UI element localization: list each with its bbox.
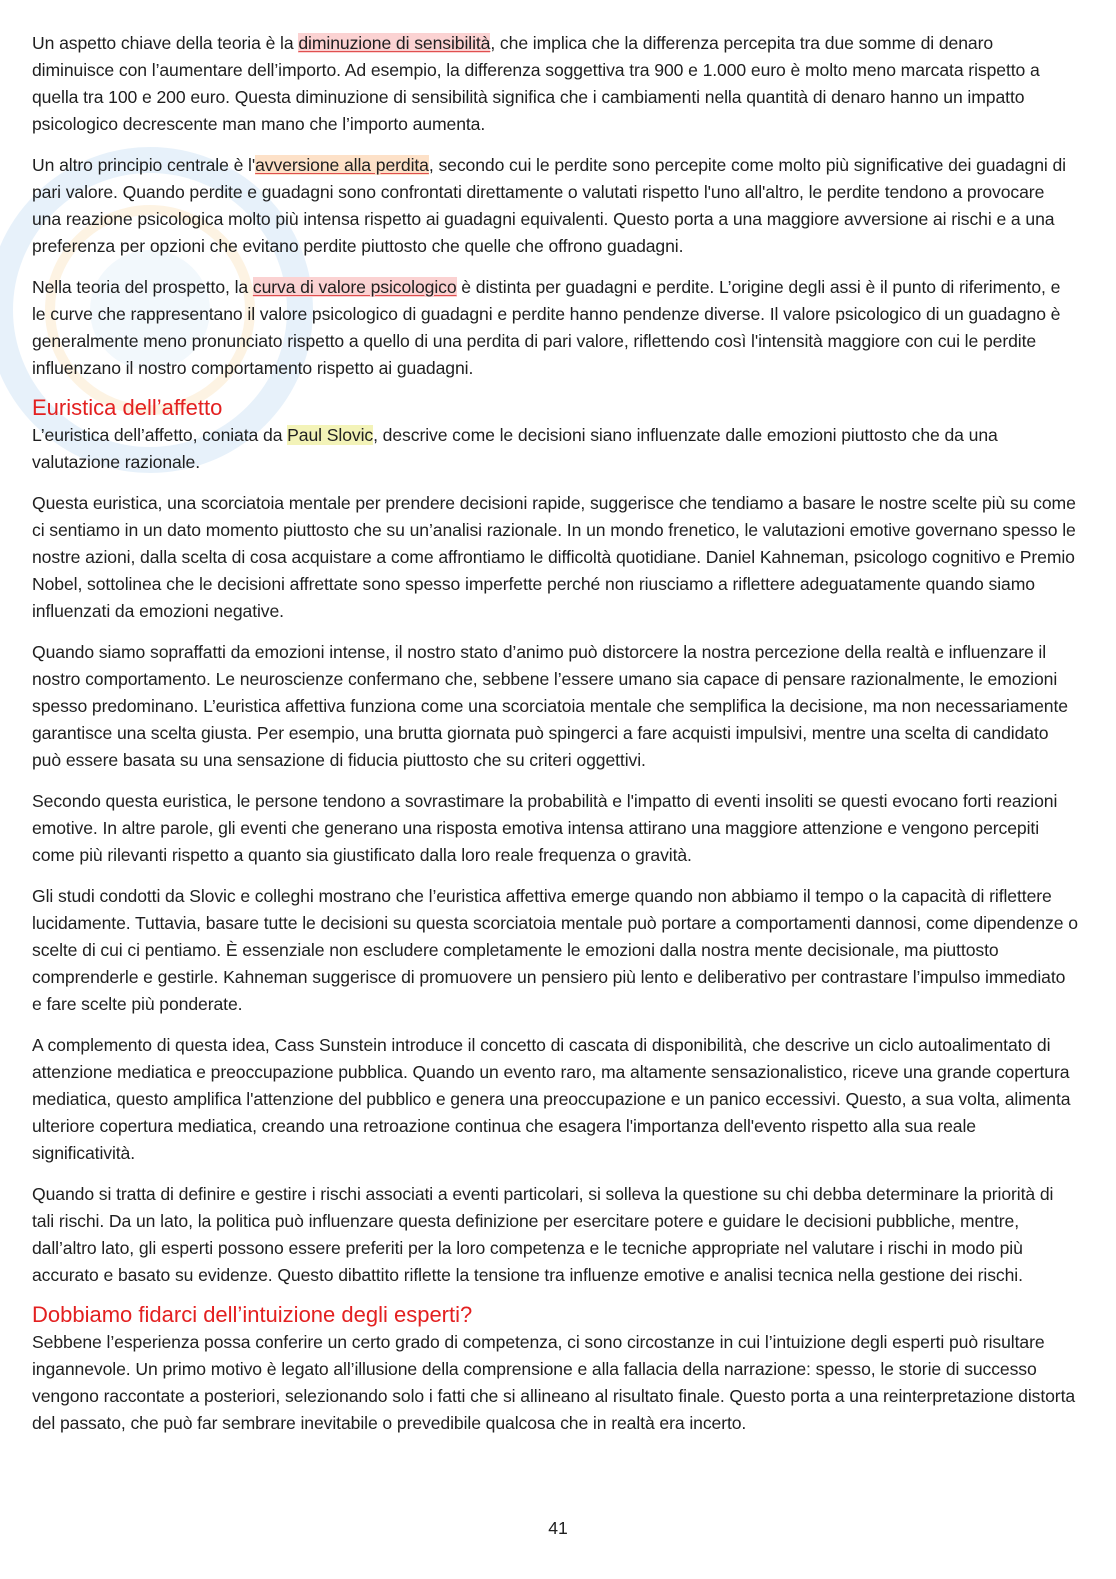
highlight-paul-slovic: Paul Slovic [287,425,374,445]
highlight-diminuzione-sensibilita: diminuzione di sensibilità [298,33,491,53]
paragraph-avversione-perdita: Un altro principio centrale è l'avversione alla perdita, secondo cui le perdite sono percepite come molto più significative dei guadagni di pari valore. Quando perdite e guadagni sono confrontati direttamente o valutati rispetto l'uno all'altro, le perdite tendono a provocare una reazione psicologica molto più intensa rispetto ai guadagni equivalenti. Questo porta a una maggiore avversione ai rischi e a una preferenza per opzioni che evitano perdite piuttosto che quelle che offrono guadagni. [32,155,1066,256]
paragraph-esperienza: Sebbene l’esperienza possa conferire un certo grado di competenza, ci sono circostanze in cui l’intuizione degli esperti può risultare ingannevole. Un primo motivo è legato all’illusione della comprensione e alla fallacia della narrazione: spesso, le storie di successo vengono raccontate a posteriori, selezionando solo i fatti che si allineano al risultato finale. Questo porta a una reinterpretazione distorta del passato, che può far sembrare inevitabile o prevedibile qualcosa che in realtà era incerto. [32,1332,1076,1433]
paragraph-curva-valore: Nella teoria del prospetto, la curva di valore psicologico è distinta per guadagni e perdite. L’origine degli assi è il punto di riferimento, e le curve che rappresentano il valore psicologico di guadagni e perdite hanno pendenze diverse. Il valore psicologico di un guadagno è generalmente meno pronunciato rispetto a quello di una perdita di pari valore, riflettendo così l'intensità maggiore con cui le perdite influenzano il nostro comportamento rispetto ai guadagni. [32,277,1061,378]
paragraph-slovic-intro: L’euristica dell’affetto, coniata da Paul Slovic, descrive come le decisioni siano influenzate dalle emozioni piuttosto che da una valutazione razionale. [32,425,998,472]
paragraph-scorciatoia: Questa euristica, una scorciatoia mentale per prendere decisioni rapide, suggerisce che tendiamo a basare le nostre scelte più su come ci sentiamo in un dato momento piuttosto che su un’analisi razionale. In un mondo frenetico, le valutazioni emotive governano spesso le nostre azioni, dalla scelta di cosa acquistare a come affrontiamo le difficoltà quotidiane. Daniel Kahneman, psicologo cognitivo e Premio Nobel, sottolinea che le decisioni affrettate sono spesso imperfette perché non riusciamo a riflettere adeguatamente quando siamo influenzati da emozioni negative. [32,493,1076,621]
document-page [32,30,1078,1451]
paragraph-studi-slovic: Gli studi condotti da Slovic e colleghi mostrano che l’euristica affettiva emerge quando non abbiamo il tempo o la capacità di riflettere lucidamente. Tuttavia, basare tutte le decisioni su questa scorciatoia mentale può portare a comportamenti dannosi, come dipendenze o scelte di cui ci pentiamo. È essenziale non escludere completamente le emozioni dalla nostra mente decisionale, ma piuttosto comprenderle e gestirle. Kahneman suggerisce di promuovere un pensiero più lento e deliberativo per contrastare l’impulso immediato e fare scelte più ponderate. [32,886,1078,1014]
heading-euristica-affetto: Euristica dell’affetto [32,395,223,420]
paragraph-emozioni-intense: Quando siamo sopraffatti da emozioni intense, il nostro stato d’animo può distorcere la nostra percezione della realtà e influenzare il nostro comportamento. Le neuroscienze confermano che, sebbene l’essere umano sia capace di pensare razionalmente, le emozioni spesso predominano. L’euristica affettiva funziona come una scorciatoia mentale che semplifica la decisione, ma non necessariamente garantisce una scelta giusta. Per esempio, una brutta giornata può spingerci a fare acquisti impulsivi, mentre una scelta di candidato può essere basata su una sensazione di fiducia piuttosto che su criteri oggettivi. [32,642,1068,770]
highlight-curva-valore: curva di valore psicologico [252,277,457,297]
heading-intuizione-esperti: Dobbiamo fidarci dell’intuizione degli esperti? [32,1302,473,1327]
page-number: 41 [548,1518,568,1538]
paragraph-diminuzione-sensibilita: Un aspetto chiave della teoria è la diminuzione di sensibilità, che implica che la differenza percepita tra due somme di denaro diminuisce con l’aumentare dell’importo. Ad esempio, la differenza soggettiva tra 900 e 1.000 euro è molto meno marcata rispetto a quella tra 100 e 200 euro. Questa diminuzione di sensibilità significa che i cambiamenti nella quantità di denaro hanno un impatto psicologico decrescente man mano che l’importo aumenta. [32,33,1040,134]
highlight-avversione-perdita: avversione alla perdita [255,155,429,175]
paragraph-cascata-disponibilita: A complemento di questa idea, Cass Sunstein introduce il concetto di cascata di disponibilità, che descrive un ciclo autoalimentato di attenzione mediatica e preoccupazione pubblica. Quando un evento raro, ma altamente sensazionalistico, riceve una grande copertura mediatica, questo amplifica l'attenzione del pubblico e genera una preoccupazione e un panico eccessivi. Questo, a sua volta, alimenta ulteriore copertura mediatica, creando una retroazione continua che esagera l'importanza dell'evento rispetto alla sua reale significatività. [32,1035,1071,1163]
paragraph-gestione-rischi: Quando si tratta di definire e gestire i rischi associati a eventi particolari, si solleva la questione su chi debba determinare la priorità di tali rischi. Da un lato, la politica può influenzare questa definizione per esercitare potere e guidare le decisioni pubbliche, mentre, dall’altro lato, gli esperti possono essere preferiti per la loro competenza e le tecniche appropriate nel valutare i rischi in modo più accurato e basato su evidenze. Questo dibattito riflette la tensione tra influenze emotive e analisi tecnica nella gestione dei rischi. [32,1184,1054,1285]
paragraph-sovrastima: Secondo questa euristica, le persone tendono a sovrastimare la probabilità e l'impatto di eventi insoliti se questi evocano forti reazioni emotive. In altre parole, gli eventi che generano una risposta emotiva intensa attirano una maggiore attenzione e vengono percepiti come più rilevanti rispetto a quanto sia giustificato dalla loro reale frequenza o gravità. [32,791,1058,865]
